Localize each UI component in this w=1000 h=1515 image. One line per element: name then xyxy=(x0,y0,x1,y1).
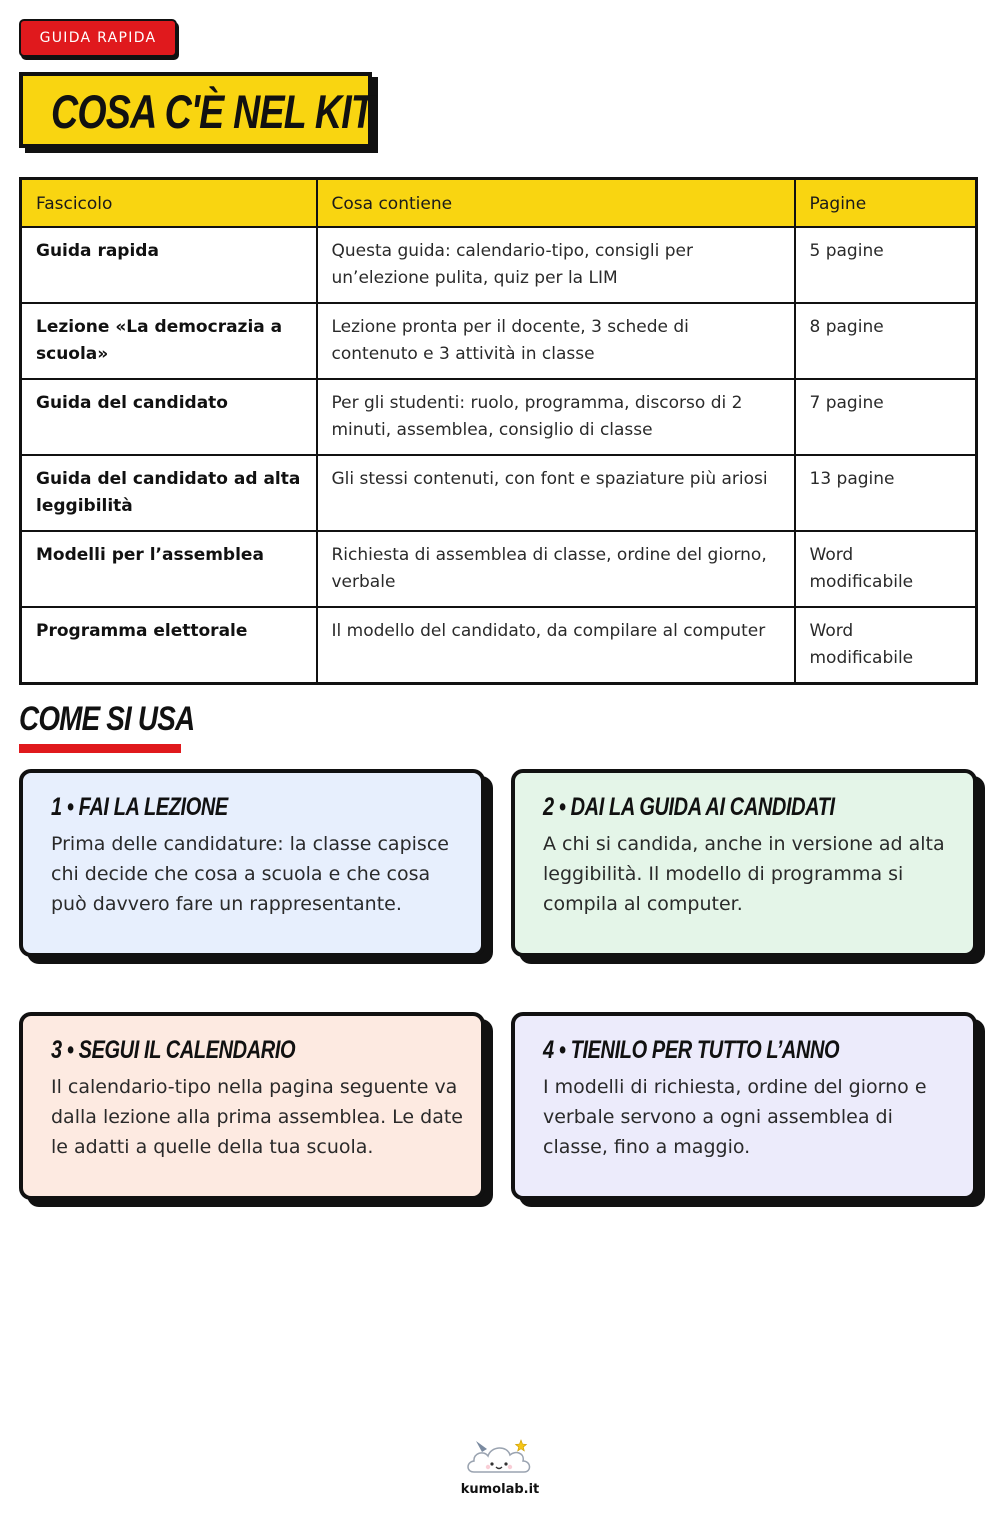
guide-tag: GUIDA RAPIDA xyxy=(19,19,177,57)
table-cell-pagine: 5 pagine xyxy=(795,227,977,303)
section-title-underline xyxy=(19,744,181,753)
kit-table xyxy=(19,177,978,685)
section-title: COME SI USA xyxy=(19,700,195,738)
step-card-title: 4 • TIENILO PER TUTTO L’ANNO xyxy=(543,1036,840,1064)
step-card-3 xyxy=(19,1012,485,1200)
column-header-fascicolo: Fascicolo xyxy=(21,179,317,227)
table-row xyxy=(21,607,977,684)
table-cell-pagine: Word modificabile xyxy=(795,531,977,607)
step-card-text: Prima delle candidature: la classe capisce chi decide che cosa a scuola e che cosa può davvero fare un rappresentante. xyxy=(51,833,449,915)
table-row xyxy=(21,531,977,607)
table-row xyxy=(21,303,977,379)
page-title: COSA C'È NEL KIT xyxy=(51,85,374,138)
table-cell-contenuto: Per gli studenti: ruolo, programma, discorso di 2 minuti, assemblea, consiglio di classe xyxy=(317,379,795,455)
footer-brand: kumolab.it xyxy=(460,1482,540,1497)
cloud-mascot-icon xyxy=(460,1432,540,1482)
table-row xyxy=(21,455,977,531)
step-card-title: 1 • FAI LA LEZIONE xyxy=(51,793,228,821)
step-card-2 xyxy=(511,769,977,957)
title-banner xyxy=(19,72,372,148)
table-cell-pagine: Word modificabile xyxy=(795,607,977,684)
table-cell-fascicolo: Guida del candidato ad alta leggibilità xyxy=(21,455,317,531)
table-cell-contenuto: Gli stessi contenuti, con font e spaziature più ariosi xyxy=(317,455,795,531)
table-cell-pagine: 7 pagine xyxy=(795,379,977,455)
table-cell-fascicolo: Programma elettorale xyxy=(21,607,317,684)
table-cell-fascicolo: Lezione «La democrazia a scuola» xyxy=(21,303,317,379)
step-card-text: I modelli di richiesta, ordine del giorno e verbale servono a ogni assemblea di classe, fino a maggio. xyxy=(543,1076,927,1158)
table-cell-fascicolo: Guida rapida xyxy=(21,227,317,303)
table-header-row xyxy=(21,179,977,227)
table-row xyxy=(21,379,977,455)
step-card-1 xyxy=(19,769,485,957)
table-cell-contenuto: Questa guida: calendario-tipo, consigli per un’elezione pulita, quiz per la LIM xyxy=(317,227,795,303)
table-cell-pagine: 13 pagine xyxy=(795,455,977,531)
step-card-text: Il calendario-tipo nella pagina seguente va dalla lezione alla prima assemblea. Le date le adatti a quelle della tua scuola. xyxy=(51,1076,463,1158)
step-card-title: 3 • SEGUI IL CALENDARIO xyxy=(51,1036,296,1064)
step-card-text: A chi si candida, anche in versione ad alta leggibilità. Il modello di programma si compila al computer. xyxy=(543,833,945,915)
table-cell-contenuto: Lezione pronta per il docente, 3 schede di contenuto e 3 attività in classe xyxy=(317,303,795,379)
table-cell-fascicolo: Guida del candidato xyxy=(21,379,317,455)
step-card-4 xyxy=(511,1012,977,1200)
table-cell-pagine: 8 pagine xyxy=(795,303,977,379)
table-cell-contenuto: Il modello del candidato, da compilare al computer xyxy=(317,607,795,684)
table-row xyxy=(21,227,977,303)
step-card-title: 2 • DAI LA GUIDA AI CANDIDATI xyxy=(543,793,835,821)
table-cell-contenuto: Richiesta di assemblea di classe, ordine del giorno, verbale xyxy=(317,531,795,607)
column-header-contenuto: Cosa contiene xyxy=(317,179,795,227)
table-cell-fascicolo: Modelli per l’assemblea xyxy=(21,531,317,607)
column-header-pagine: Pagine xyxy=(795,179,977,227)
